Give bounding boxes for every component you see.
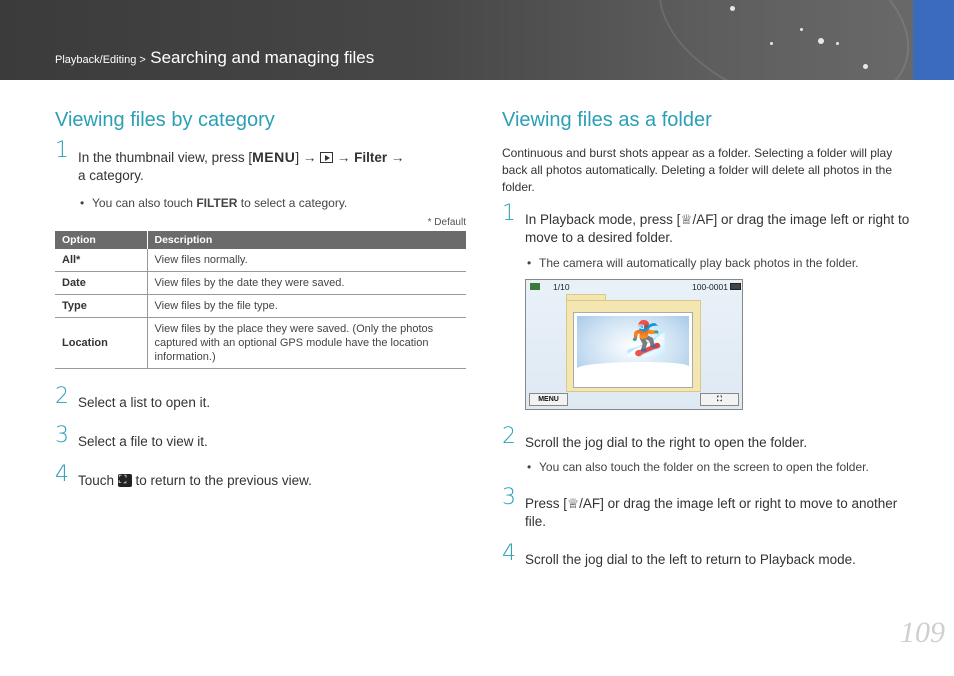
header-blue-tab <box>913 0 954 80</box>
sparkle-dot <box>836 42 839 45</box>
column-header-option: Option <box>55 231 147 249</box>
playback-icon <box>320 152 333 163</box>
arrow-text: → <box>390 150 405 165</box>
step-number: 1 <box>502 201 516 226</box>
view-toggle-button[interactable]: ⛶ <box>700 393 739 406</box>
step-number: 3 <box>502 485 516 510</box>
step-text: Touch <box>78 473 118 488</box>
column-header-description: Description <box>147 231 466 249</box>
step-number: 2 <box>502 424 516 449</box>
af-key-label: /AF <box>579 496 601 511</box>
filter-label: FILTER <box>196 196 238 210</box>
tip-text: to select a category. <box>237 196 348 210</box>
description-cell: View files normally. <box>147 249 466 272</box>
file-number: 100-0001 <box>692 282 728 292</box>
step-text: In the thumbnail view, press [ <box>78 150 253 165</box>
sparkle-dot <box>770 42 773 45</box>
table-row <box>55 272 466 295</box>
breadcrumb <box>55 48 374 68</box>
step-text: Select a list to open it. <box>78 395 211 410</box>
step-number: 1 <box>55 138 69 163</box>
filter-label: Filter <box>354 150 388 165</box>
snowboarder-icon: 🏂 <box>625 320 668 358</box>
description-cell: View files by the place they were saved. (Only the photos captured with an optional GPS module have the location information.) <box>147 318 466 369</box>
step-1 <box>502 201 914 247</box>
step-text: to return to the previous view. <box>131 473 312 488</box>
menu-key-label: MENU <box>252 149 296 165</box>
step-2 <box>502 424 914 452</box>
step-1 <box>55 138 466 185</box>
option-cell: Location <box>55 318 147 369</box>
step-2 <box>55 384 466 412</box>
step-text: Scroll the jog dial to the left to return to Playback mode. <box>525 552 856 567</box>
step-number: 4 <box>502 541 516 566</box>
tip-text: You can also touch the folder on the screen to open the folder. <box>539 460 869 474</box>
step-4 <box>502 541 914 569</box>
camera-screen-illustration <box>525 279 743 410</box>
header-glow <box>634 0 933 80</box>
breadcrumb-parent: Playback/Editing > <box>55 54 146 66</box>
arrow-text: → <box>336 150 351 165</box>
step-text: ] or drag the image left or right to move to another file. <box>525 496 898 529</box>
description-cell: View files by the date they were saved. <box>147 272 466 295</box>
section-title-folder: Viewing files as a folder <box>502 109 712 131</box>
left-column <box>55 105 466 490</box>
option-cell: Date <box>55 272 147 295</box>
table-row <box>55 295 466 318</box>
tip-bullet <box>502 255 914 271</box>
step-3 <box>502 485 914 531</box>
option-cell: Type <box>55 295 147 318</box>
menu-button[interactable]: MENU <box>529 393 568 406</box>
table-header-row <box>55 231 466 249</box>
timer-icon: ♕ <box>567 496 580 511</box>
step-text: Select a file to view it. <box>78 434 208 449</box>
tip-text: You can also touch <box>92 196 197 210</box>
file-counter: 1/10 <box>553 282 570 292</box>
tip-text: The camera will automatically play back photos in the folder. <box>539 256 859 270</box>
option-table <box>55 231 466 369</box>
back-view-icon <box>118 474 132 487</box>
intro-paragraph: Continuous and burst shots appear as a folder. Selecting a folder will play back all photos automatically. Deleting a folder will delete all photos in the folder. <box>502 146 893 194</box>
step-text: In Playback mode, press [ <box>525 212 681 227</box>
sparkle-dot <box>800 28 803 31</box>
tip-bullet <box>55 195 466 211</box>
battery-icon <box>730 283 741 290</box>
step-3 <box>55 423 466 451</box>
step-4 <box>55 462 466 490</box>
sparkle-dot <box>730 6 735 11</box>
step-text: ] → <box>295 150 317 165</box>
step-text: a category. <box>78 168 144 183</box>
timer-icon: ♕ <box>680 212 693 227</box>
screen-status-bar <box>526 280 742 296</box>
tip-bullet <box>502 459 914 475</box>
page-header <box>0 0 954 80</box>
step-number: 3 <box>55 423 69 448</box>
af-key-label: /AF <box>692 212 714 227</box>
folder-thumbnail <box>573 312 693 388</box>
sparkle-dot <box>818 38 824 44</box>
description-cell: View files by the file type. <box>147 295 466 318</box>
table-row <box>55 318 466 369</box>
right-column <box>502 105 914 569</box>
snowboard-photo <box>577 316 689 384</box>
sparkle-dot <box>863 64 868 69</box>
playback-mode-icon <box>530 283 540 290</box>
breadcrumb-current: Searching and managing files <box>150 48 375 67</box>
step-number: 4 <box>55 462 69 487</box>
step-text: Press [ <box>525 496 568 511</box>
default-note: * Default <box>427 217 466 228</box>
option-cell: All* <box>55 249 147 272</box>
page-number: 109 <box>900 616 945 649</box>
step-text: ] or drag the image left or right to move to a desired folder. <box>525 212 910 245</box>
snow-ground <box>577 362 689 384</box>
step-number: 2 <box>55 384 69 409</box>
table-row <box>55 249 466 272</box>
section-title-category: Viewing files by category <box>55 109 275 131</box>
step-text: Scroll the jog dial to the right to open the folder. <box>525 435 808 450</box>
